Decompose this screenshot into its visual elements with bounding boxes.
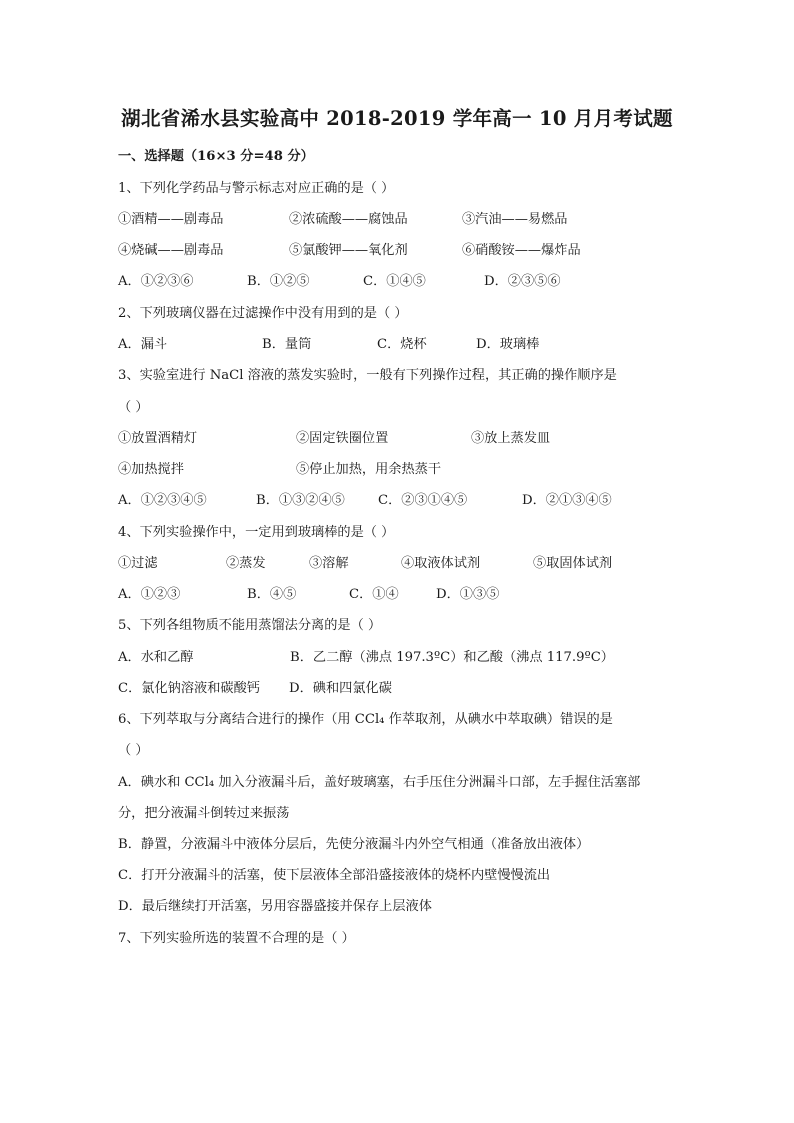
q6-option-d[interactable]: D．最后继续打开活塞，另用容器盛接并保存上层液体 xyxy=(118,899,432,914)
question-2-stem: 2、下列玻璃仪器在过滤操作中没有用到的是（ ） xyxy=(118,306,408,321)
q3-item: ④加热搅拌 xyxy=(118,462,184,477)
exam-title: 湖北省浠水县实验高中 2018-2019 学年高一 10 月月考试题 xyxy=(121,107,673,130)
q1-option-d[interactable]: D．②③⑤⑥ xyxy=(484,274,561,289)
q1-option-a[interactable]: A．①②③⑥ xyxy=(118,274,194,289)
q6-option-b[interactable]: B．静置，分液漏斗中液体分层后，先使分液漏斗内外空气相通（准备放出液体） xyxy=(118,837,590,852)
q5-option-b[interactable]: B．乙二醇（沸点 197.3ºC）和乙酸（沸点 117.9ºC） xyxy=(290,650,614,665)
q4-item: ⑤取固体试剂 xyxy=(533,556,613,571)
q1-item: ⑤氯酸钾——氧化剂 xyxy=(289,243,408,258)
q6-option-a-cont: 分，把分液漏斗倒转过来振荡 xyxy=(118,806,290,821)
q4-option-b[interactable]: B．④⑤ xyxy=(247,587,297,602)
q1-item: ④烧碱——剧毒品 xyxy=(118,243,224,258)
q1-item: ③汽油——易燃品 xyxy=(462,212,568,227)
q3-item: ①放置酒精灯 xyxy=(118,431,198,446)
q4-option-c[interactable]: C．①④ xyxy=(349,587,399,602)
question-5-stem: 5、下列各组物质不能用蒸馏法分离的是（ ） xyxy=(118,618,382,633)
question-6-paren: （ ） xyxy=(118,743,149,758)
q1-option-b[interactable]: B．①②⑤ xyxy=(247,274,310,289)
q1-item: ①酒精——剧毒品 xyxy=(118,212,224,227)
q2-option-a[interactable]: A．漏斗 xyxy=(118,337,168,352)
q4-item: ②蒸发 xyxy=(226,556,266,571)
question-3-paren: （ ） xyxy=(118,400,149,415)
q4-item: ③溶解 xyxy=(309,556,349,571)
q5-option-a[interactable]: A．水和乙醇 xyxy=(118,650,194,665)
q4-option-a[interactable]: A．①②③ xyxy=(118,587,181,602)
q3-item: ③放上蒸发皿 xyxy=(471,431,551,446)
question-6-stem: 6、下列萃取与分离结合进行的操作（用 CCl₄ 作萃取剂，从碘水中萃取碘）错误的是 xyxy=(118,712,613,727)
q3-option-d[interactable]: D．②①③④⑤ xyxy=(522,493,612,508)
section-heading: 一、选择题（16×3 分=48 分） xyxy=(118,149,314,164)
q3-item: ②固定铁圈位置 xyxy=(296,431,389,446)
question-3-stem: 3、实验室进行 NaCl 溶液的蒸发实验时，一般有下列操作过程，其正确的操作顺序是 xyxy=(118,368,617,383)
q2-option-d[interactable]: D．玻璃棒 xyxy=(476,337,540,352)
q1-item: ⑥硝酸铵——爆炸品 xyxy=(462,243,581,258)
q3-option-c[interactable]: C．②③①④⑤ xyxy=(378,493,468,508)
q3-item: ⑤停止加热，用余热蒸干 xyxy=(296,462,442,477)
question-4-stem: 4、下列实验操作中，一定用到玻璃棒的是（ ） xyxy=(118,525,395,540)
q4-item: ④取液体试剂 xyxy=(401,556,481,571)
question-1-stem: 1、下列化学药品与警示标志对应正确的是（ ） xyxy=(118,181,395,196)
q3-option-a[interactable]: A．①②③④⑤ xyxy=(118,493,207,508)
q2-option-b[interactable]: B．量筒 xyxy=(262,337,312,352)
q5-option-c[interactable]: C．氯化钠溶液和碳酸钙 xyxy=(118,681,260,696)
question-7-stem: 7、下列实验所选的装置不合理的是（ ） xyxy=(118,931,355,946)
q6-option-c[interactable]: C．打开分液漏斗的活塞，使下层液体全部沿盛接液体的烧杯内壁慢慢流出 xyxy=(118,868,551,883)
q4-item: ①过滤 xyxy=(118,556,158,571)
q1-option-c[interactable]: C．①④⑤ xyxy=(363,274,426,289)
q3-option-b[interactable]: B．①③②④⑤ xyxy=(256,493,345,508)
q4-option-d[interactable]: D．①③⑤ xyxy=(436,587,500,602)
q5-option-d[interactable]: D．碘和四氯化碳 xyxy=(289,681,392,696)
q1-item: ②浓硫酸——腐蚀品 xyxy=(289,212,408,227)
q6-option-a[interactable]: A．碘水和 CCl₄ 加入分液漏斗后，盖好玻璃塞，右手压住分洲漏斗口部，左手握住活塞部 xyxy=(118,775,641,790)
q2-option-c[interactable]: C．烧杯 xyxy=(377,337,427,352)
